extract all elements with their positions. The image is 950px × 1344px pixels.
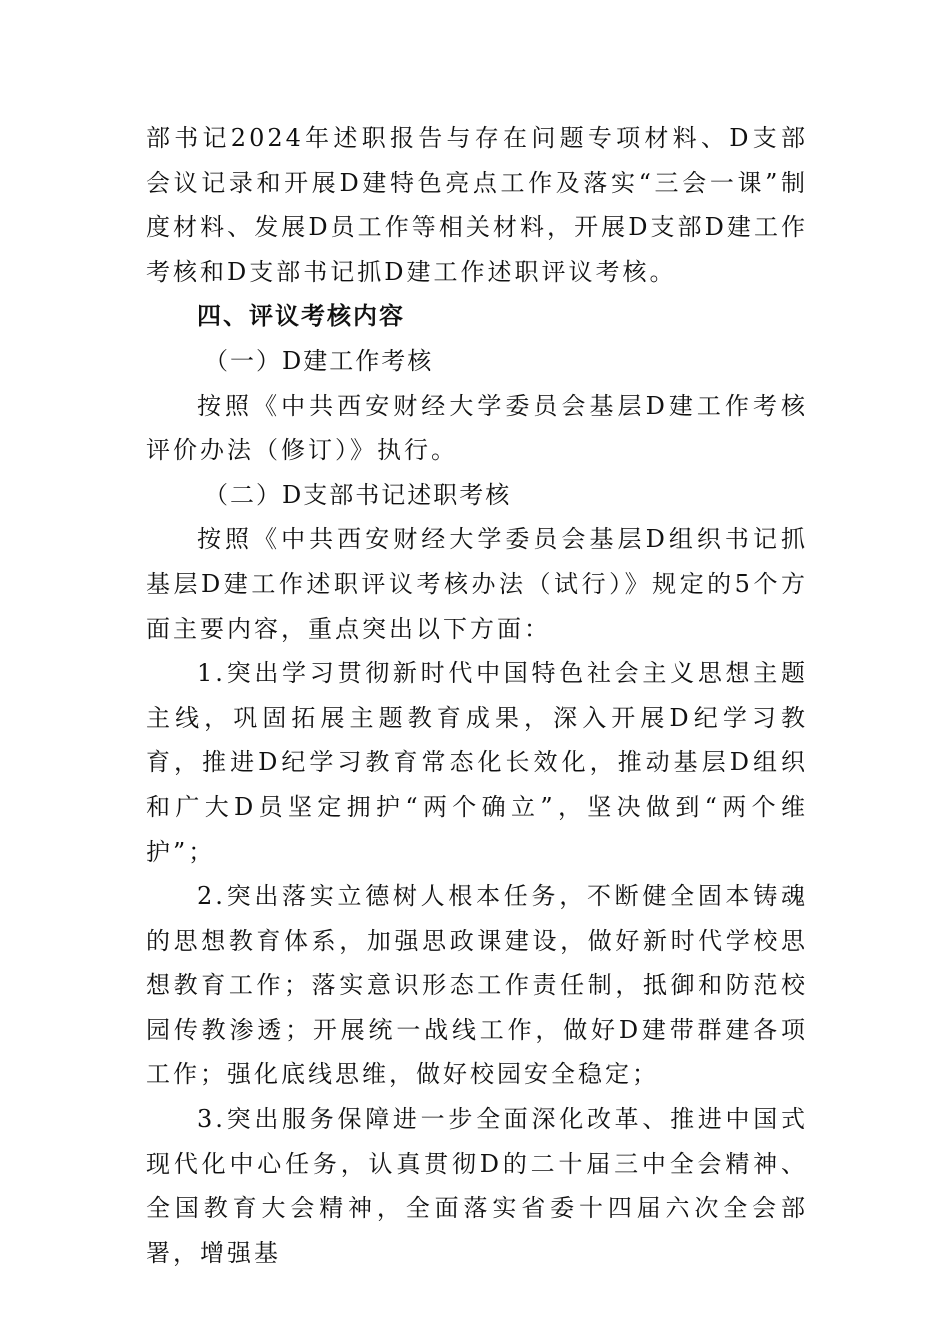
list-item-3: 3.突出服务保障进一步全面深化改革、推进中国式现代化中心任务，认真贯彻D的二十届三中全会精神、全国教育大会精神，全面落实省委十四届六次全会部署，增强基 [146,1105,808,1267]
section-heading-four: 四、评议考核内容 [197,301,405,331]
paragraph-continuation: 部书记2024年述职报告与存在问题专项材料、D支部会议记录和开展D建特色亮点工作及落实“三会一课”制度材料、发展D员工作等相关材料，开展D支部D建工作考核和D支部书记抓D建工作述职评议考核。 [146,124,808,286]
subsection-heading-two: （二）D支部书记述职考核 [204,480,512,509]
document-body [146,116,808,1275]
paragraph-secretary-review: 按照《中共西安财经大学委员会基层D组织书记抓基层D建工作述职评议考核办法（试行）》规定的5个方面主要内容，重点突出以下方面： [146,525,808,643]
paragraph-assessment-method: 按照《中共西安财经大学委员会基层D建工作考核评价办法（修订）》执行。 [146,391,808,465]
subsection-heading-one: （一）D建工作考核 [204,346,434,375]
list-item-1: 1.突出学习贯彻新时代中国特色社会主义思想主题主线，巩固拓展主题教育成果，深入开展D纪学习教育，推进D纪学习教育常态化长效化，推动基层D组织和广大D员坚定拥护“两个确立”，坚决做到“两个维护”； [146,659,808,866]
list-item-2: 2.突出落实立德树人根本任务，不断健全固本铸魂的思想教育体系，加强思政课建设，做好新时代学校思想教育工作；落实意识形态工作责任制，抵御和防范校园传教渗透；开展统一战线工作，做好D建带群建各项工作；强化底线思维，做好校园安全稳定； [146,882,808,1089]
